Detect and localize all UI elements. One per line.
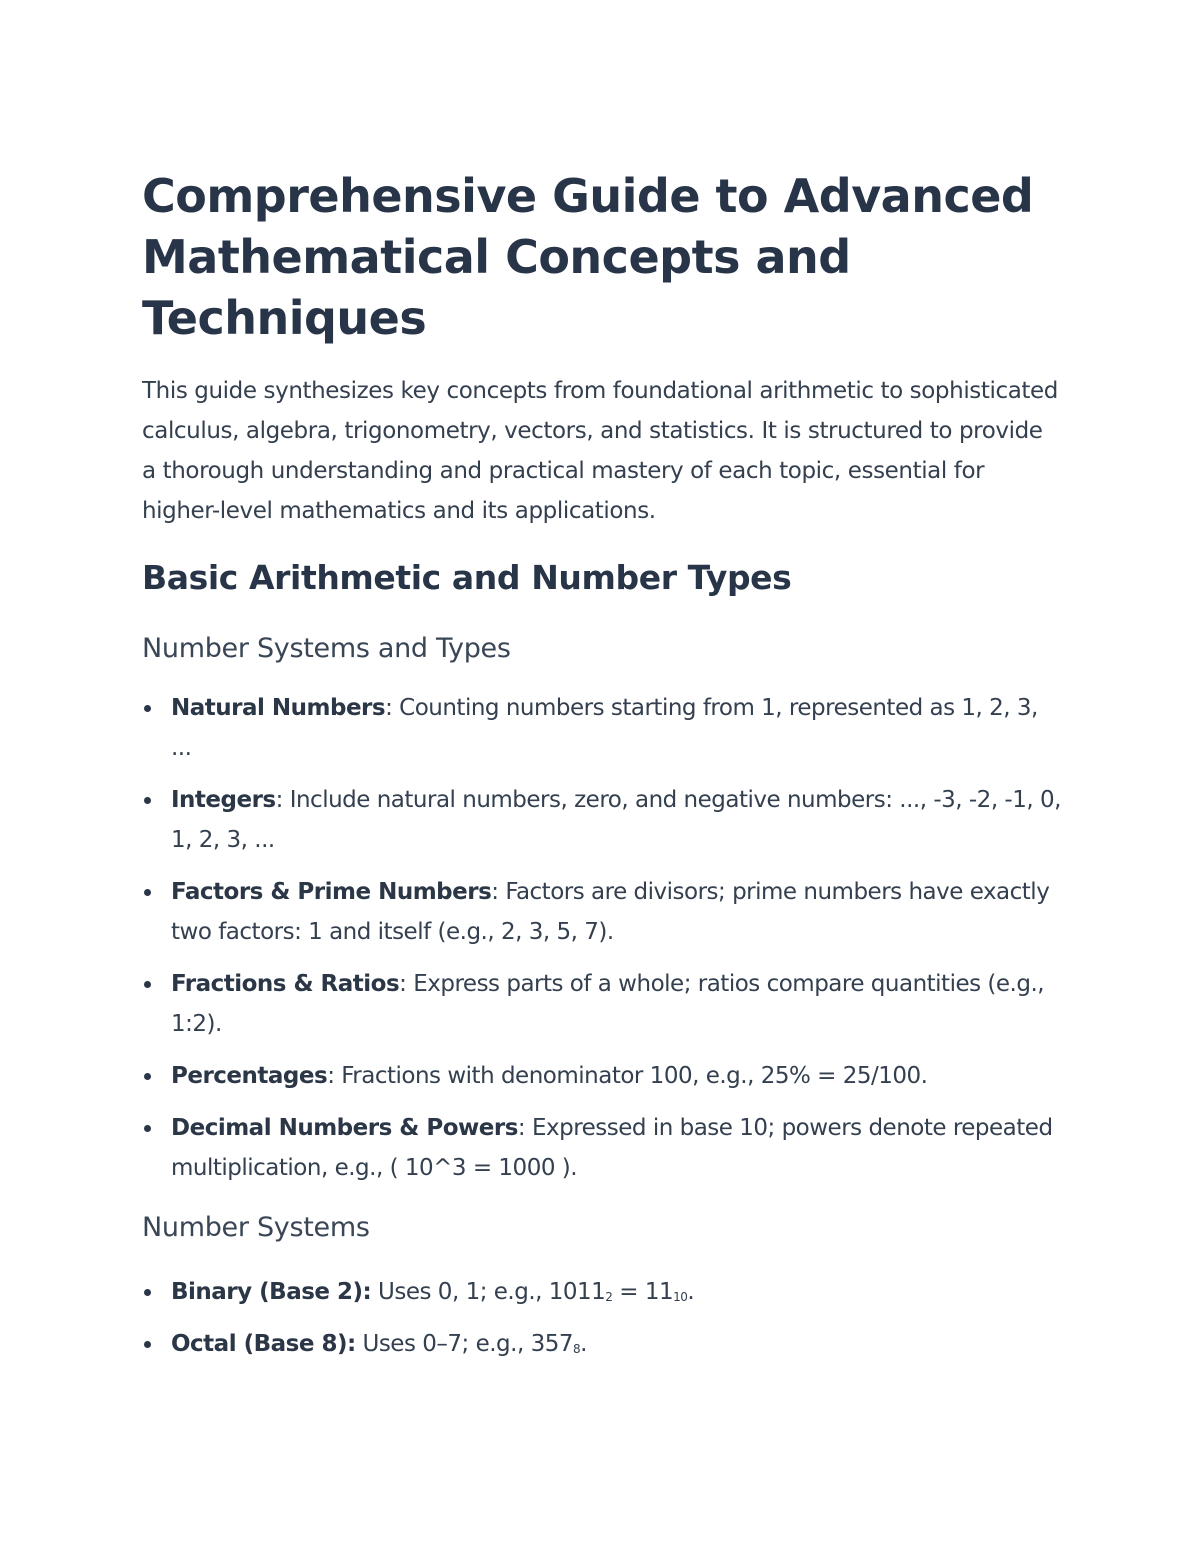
list-item-text: Uses 0, 1; e.g., 1011 [371,1279,606,1305]
list-item: Integers: Include natural numbers, zero, and negative numbers: ..., -3, -2, -1, 0, 1, 2, 3, ... [142,780,1062,860]
list-item-octal: Octal (Base 8): Uses 0–7; e.g., $357_8$. [142,1324,1062,1364]
base-subscript: 10 [673,1290,688,1304]
page-title: Comprehensive Guide to Advanced Mathematical Concepts and Techniques [142,169,1034,345]
list-item: Fractions & Ratios: Express parts of a whole; ratios compare quantities (e.g., 1:2). [142,964,1062,1044]
bullet-icon [144,705,151,712]
list-item: Decimal Numbers & Powers: Expressed in base 10; powers denote repeated multiplication, e.g., ( 10^3 = 1000 ). [142,1108,1062,1188]
subsection-heading-number-systems: Number Systems [142,1212,370,1243]
list-item-text: Fractions with denominator 100, e.g., 25% = 25/100. [341,1063,928,1089]
list-item-term: Factors & Prime Numbers [171,879,492,905]
list-item-term: Octal (Base 8): [171,1331,356,1357]
number-systems-list [142,1272,1062,1376]
bullet-icon [144,1073,151,1080]
bullet-icon [144,1289,151,1296]
section-heading: Basic Arithmetic and Number Types [142,558,792,597]
subsection-heading-number-systems-and-types: Number Systems and Types [142,633,511,664]
list-item-text: Uses 0–7; e.g., 357 [355,1331,573,1357]
list-item-binary: Binary (Base 2): Uses 0, 1; e.g., $1011_2 = 11_{10}$. [142,1272,1062,1312]
list-item: Percentages: Fractions with denominator 100, e.g., 25% = 25/100. [142,1056,1062,1096]
intro-paragraph: This guide synthesizes key concepts from foundational arithmetic to sophisticated calculus, algebra, trigonometry, vectors, and statistics. It is structured to provide a thorough understanding and practical mastery of each topic, essential for higher-level mathematics and its applications. [142,378,1059,524]
list-item-text: Express parts of a whole; ratios compare quantities (e.g., 1:2). [171,971,1045,1037]
list-item-term: Integers [171,787,276,813]
list-item-text: Include natural numbers, zero, and negative numbers: ..., -3, -2, -1, 0, 1, 2, 3, ... [171,787,1061,853]
base-subscript: 2 [605,1290,613,1304]
list-item-term: Binary (Base 2): [171,1279,372,1305]
bullet-icon [144,1341,151,1348]
list-item: Factors & Prime Numbers: Factors are divisors; prime numbers have exactly two factors: 1 and itself (e.g., 2, 3, 5, 7). [142,872,1062,952]
list-item: Natural Numbers: Counting numbers starting from 1, represented as 1, 2, 3, ... [142,688,1062,768]
list-item-text: Factors are divisors; prime numbers have exactly two factors: 1 and itself (e.g., 2, 3, 5, 7). [171,879,1050,945]
list-item-text: Counting numbers starting from 1, represented as 1, 2, 3, ... [171,695,1038,761]
bullet-icon [144,797,151,804]
bullet-icon [144,1125,151,1132]
bullet-icon [144,889,151,896]
list-item-term: Natural Numbers [171,695,386,721]
list-item-text: Expressed in base 10; powers denote repeated multiplication, e.g., ( 10^3 = 1000 ). [171,1115,1053,1181]
list-item-term: Fractions & Ratios [171,971,400,997]
bullet-icon [144,981,151,988]
list-item-term: Percentages [171,1063,328,1089]
base-subscript: 8 [572,1342,581,1356]
list-item-term: Decimal Numbers & Powers [171,1115,518,1141]
number-types-list [142,688,1062,1200]
